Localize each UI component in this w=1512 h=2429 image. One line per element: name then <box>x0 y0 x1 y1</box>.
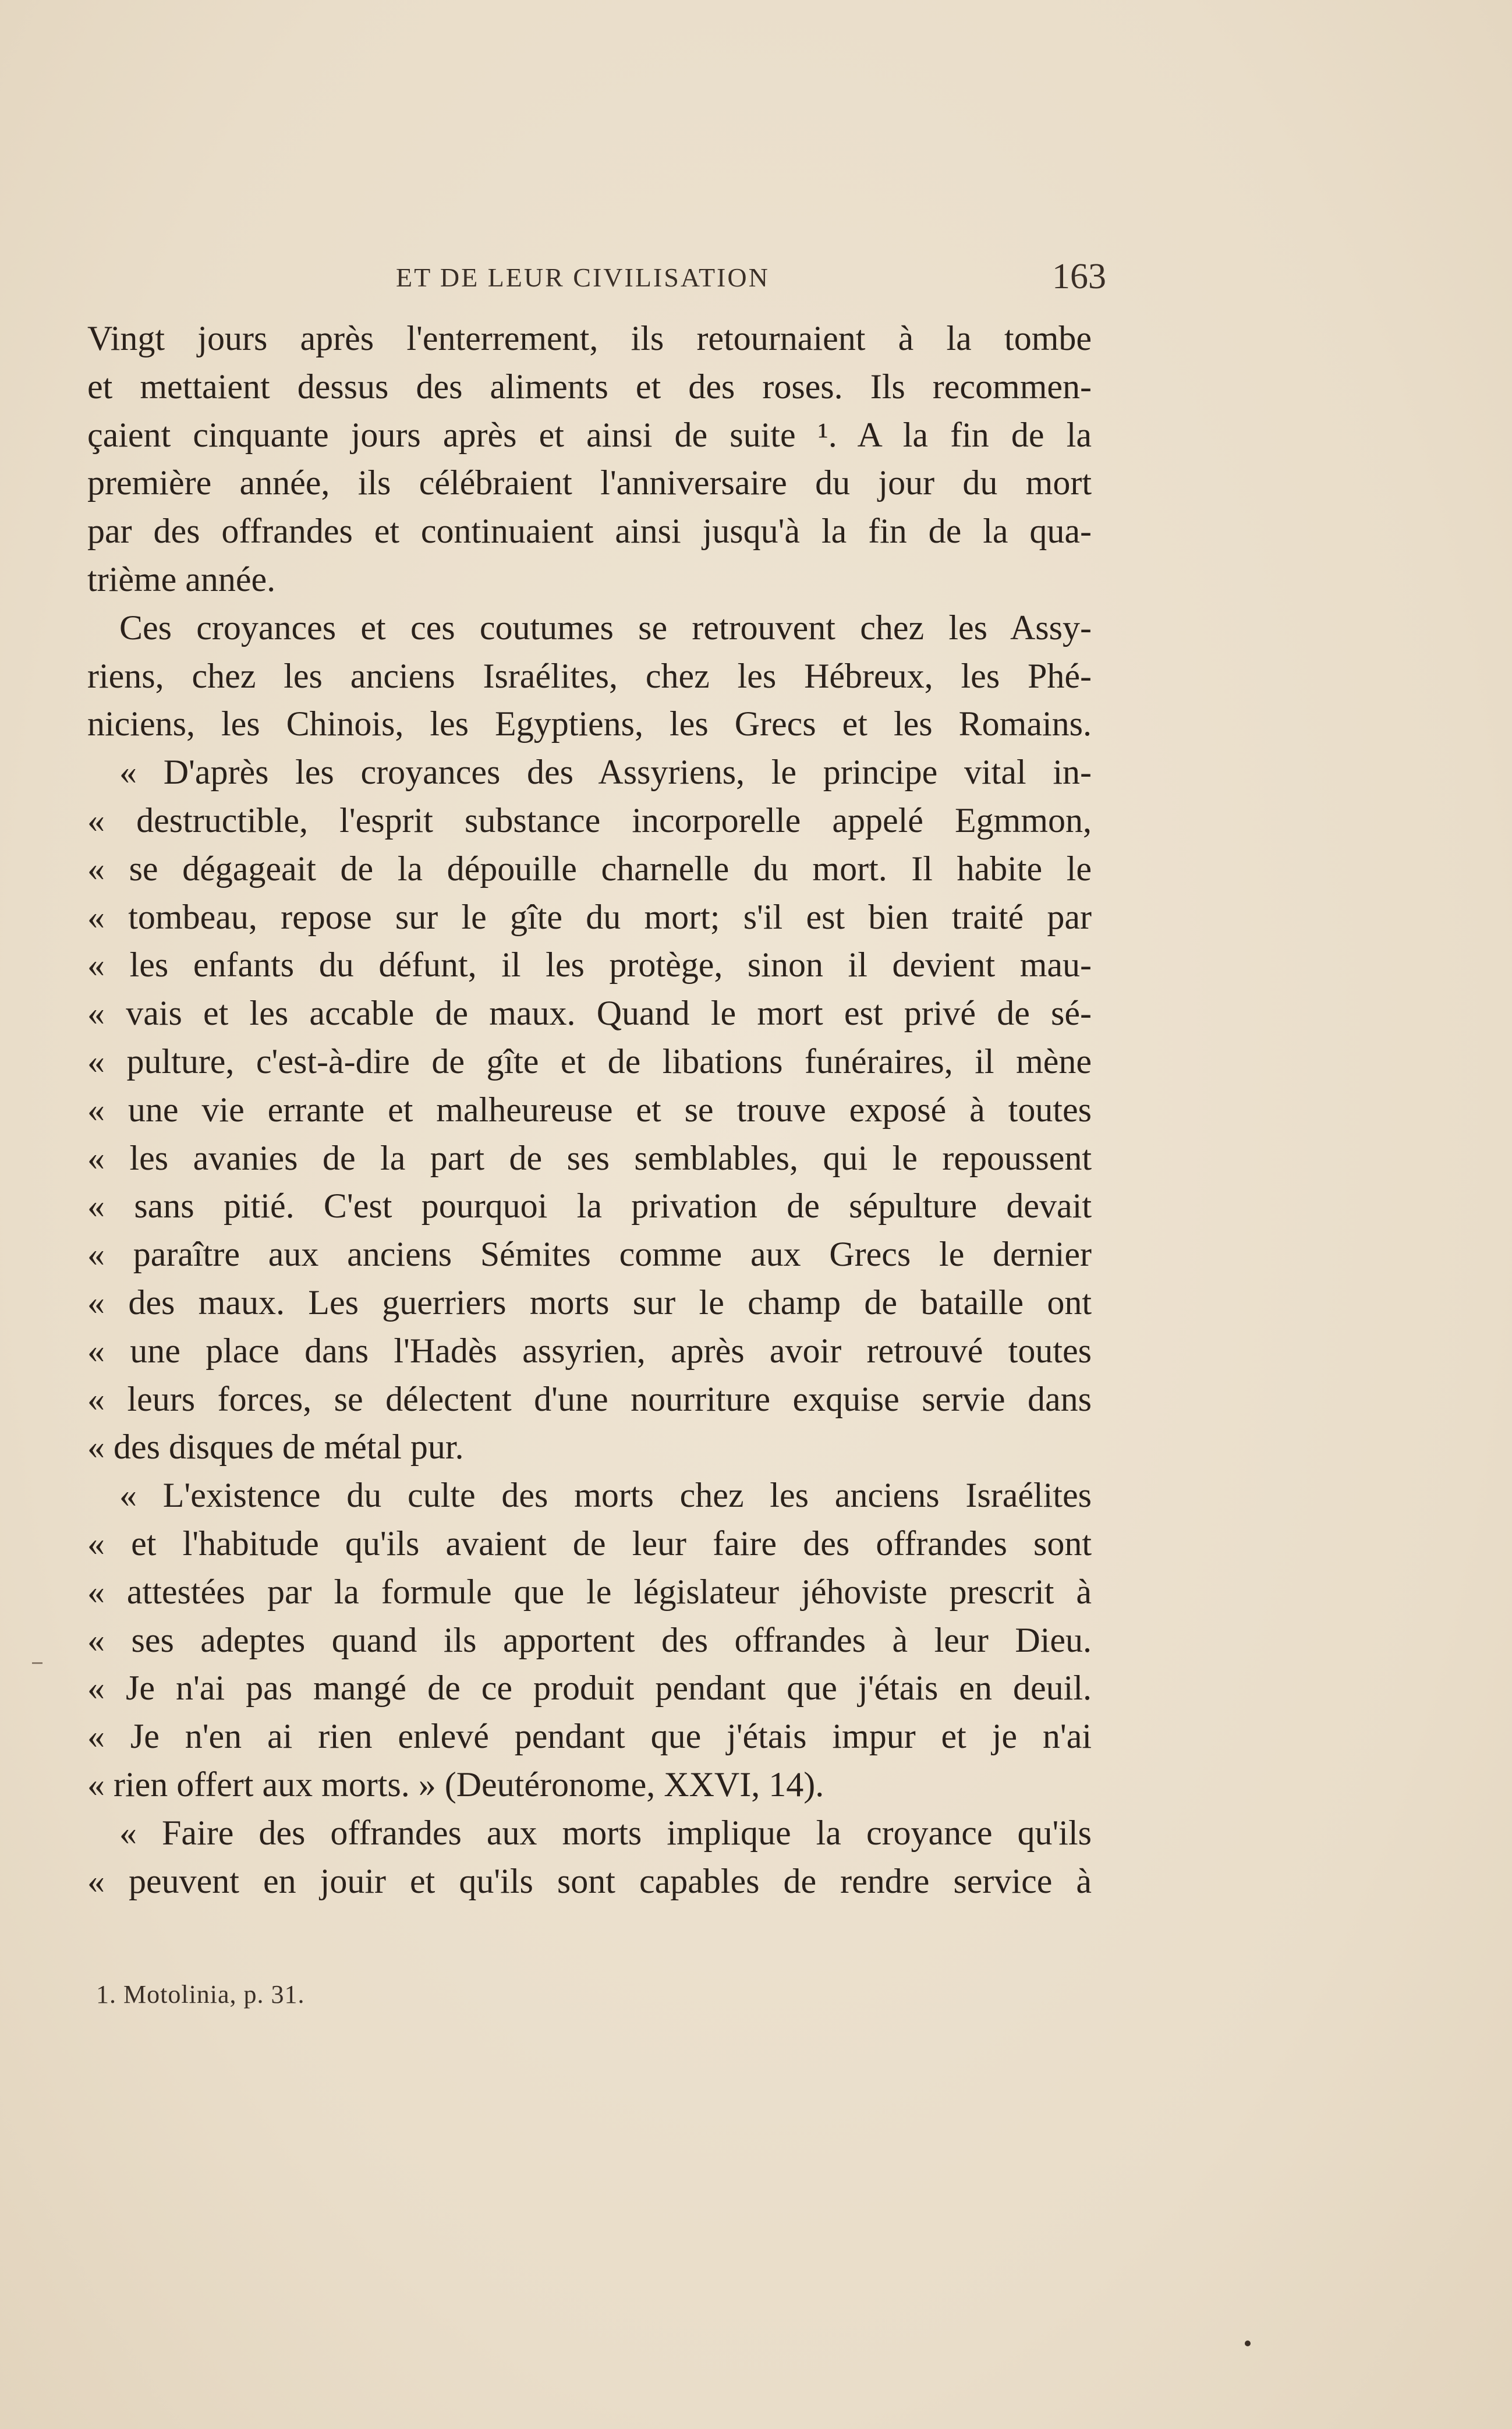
text-line: « des maux. Les guerriers morts sur le champ de bataille ont <box>87 1283 1092 1322</box>
text-line: « ses adeptes quand ils apportent des offrandes à leur Dieu. <box>87 1620 1092 1659</box>
text-line: « Faire des offrandes aux morts implique la croyance qu'ils <box>119 1813 1092 1852</box>
text-line: « leurs forces, se délectent d'une nourriture exquise servie dans <box>87 1379 1092 1418</box>
page-number: 163 <box>1052 257 1106 296</box>
text-line: « et l'habitude qu'ils avaient de leur faire des offrandes sont <box>87 1524 1092 1563</box>
page-header <box>87 256 1106 303</box>
text-line: par des offrandes et continuaient ainsi jusqu'à la fin de la qua- <box>87 512 1092 551</box>
text-line: « des disques de métal pur. <box>87 1428 464 1467</box>
text-line: « une place dans l'Hadès assyrien, après avoir retrouvé toutes <box>87 1331 1092 1370</box>
text-line: « Je n'en ai rien enlevé pendant que j'étais impur et je n'ai <box>87 1717 1092 1756</box>
text-line: « se dégageait de la dépouille charnelle du mort. Il habite le <box>87 849 1092 888</box>
text-line: « pulture, c'est-à-dire de gîte et de libations funéraires, il mène <box>87 1042 1092 1081</box>
page-edge-mark <box>32 1662 43 1664</box>
text-line: « destructible, l'esprit substance incorporelle appelé Egmmon, <box>87 801 1092 840</box>
text-line: « sans pitié. C'est pourquoi la privation de sépulture devait <box>87 1187 1092 1226</box>
text-line: « peuvent en jouir et qu'ils sont capables de rendre service à <box>87 1861 1092 1900</box>
text-line: et mettaient dessus des aliments et des roses. Ils recommen- <box>87 367 1092 406</box>
text-line: « tombeau, repose sur le gîte du mort; s'il est bien traité par <box>87 897 1092 936</box>
text-line: Vingt jours après l'enterrement, ils retournaient à la tombe <box>87 319 1092 357</box>
text-line: trième année. <box>87 560 276 599</box>
text-line: niciens, les Chinois, les Egyptiens, les Grecs et les Romains. <box>87 704 1092 743</box>
footnote: 1. Motolinia, p. 31. <box>96 1980 305 2009</box>
text-line: « D'après les croyances des Assyriens, le principe vital in- <box>119 753 1092 792</box>
text-line: « une vie errante et malheureuse et se trouve exposé à toutes <box>87 1090 1092 1129</box>
text-line: « les avanies de la part de ses semblables, qui le repoussent <box>87 1138 1092 1177</box>
text-line: « paraître aux anciens Sémites comme aux Grecs le dernier <box>87 1235 1092 1274</box>
text-line: « L'existence du culte des morts chez les anciens Israélites <box>119 1476 1092 1515</box>
text-line: Ces croyances et ces coutumes se retrouvent chez les Assy- <box>119 608 1092 647</box>
text-line: « attestées par la formule que le législateur jéhoviste prescrit à <box>87 1572 1092 1611</box>
ink-blot <box>1245 2341 1251 2346</box>
running-title: ET DE LEUR CIVILISATION <box>396 263 770 292</box>
text-line: « rien offert aux morts. » (Deutéronome, XXVI, 14). <box>87 1765 824 1804</box>
text-line: « Je n'ai pas mangé de ce produit pendant que j'étais en deuil. <box>87 1669 1092 1708</box>
text-line: çaient cinquante jours après et ainsi de suite ¹. A la fin de la <box>87 415 1092 454</box>
text-line: « les enfants du défunt, il les protège, sinon il devient mau- <box>87 946 1092 985</box>
text-line: riens, chez les anciens Israélites, chez les Hébreux, les Phé- <box>87 656 1092 695</box>
text-line: première année, ils célébraient l'anniversaire du jour du mort <box>87 463 1092 502</box>
text-line: « vais et les accable de maux. Quand le mort est privé de sé- <box>87 994 1092 1033</box>
body-text <box>87 314 1092 1905</box>
